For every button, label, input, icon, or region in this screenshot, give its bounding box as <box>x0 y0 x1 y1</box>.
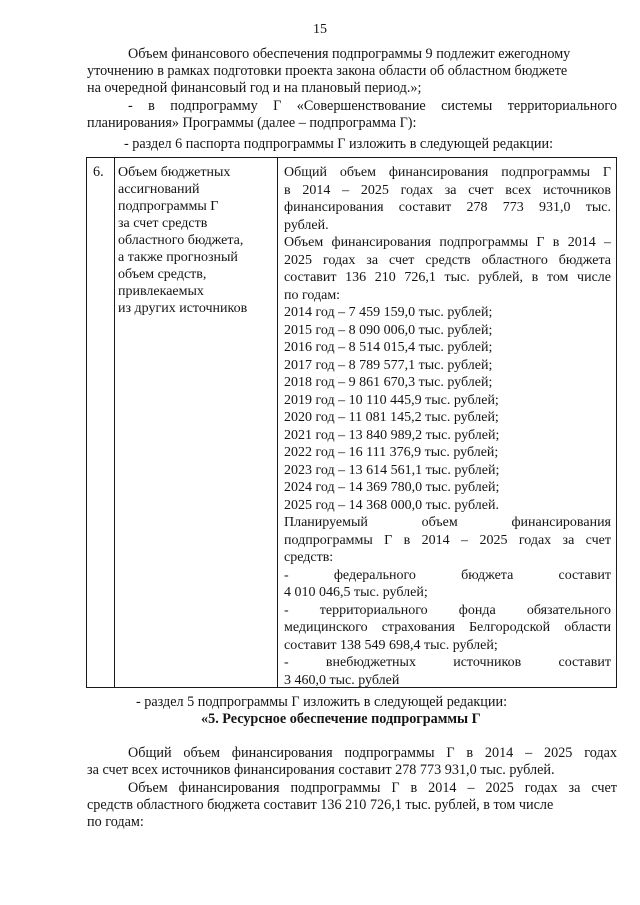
label-line: из других источников <box>118 301 248 316</box>
year-line: 2019 год – 10 110 445,9 тыс. рублей; <box>284 392 499 408</box>
label-line: привлекаемых <box>118 284 204 299</box>
fund-line: медицинского страхования Белгородской области <box>284 620 611 635</box>
intro-line-3: на очередной финансовый год и на плановый период.»; <box>87 80 422 96</box>
year-line: 2024 год – 14 369 780,0 тыс. рублей; <box>284 480 500 495</box>
label-line: областного бюджета, <box>118 233 244 248</box>
fund-amount: составит 138 549 698,4 тыс. рублей; <box>284 637 498 653</box>
total-line: в 2014 – 2025 годах за счет всех источников <box>284 182 611 198</box>
year-line: 2017 год – 8 789 577,1 тыс. рублей; <box>284 357 493 373</box>
regional-line: 2025 годах за счет средств областного бюджета <box>284 252 611 268</box>
label-line: а также прогнозный <box>118 250 238 265</box>
total-line: Общий объем финансирования подпрограммы Г <box>284 165 611 180</box>
year-line: 2021 год – 13 840 989,2 тыс. рублей; <box>284 427 500 443</box>
year-line: 2015 год – 8 090 006,0 тыс. рублей; <box>284 322 493 338</box>
regional-line: Объем финансирования подпрограммы Г в 2014 – <box>284 235 611 250</box>
passport-table <box>86 157 617 688</box>
label-line: за счет средств <box>118 216 208 231</box>
row-number: 6. <box>93 164 104 180</box>
table-divider <box>277 158 278 687</box>
planned-line: Планируемый объем финансирования <box>284 515 611 530</box>
paragraph-2-line-2: средств областного бюджета составит 136 210 726,1 тыс. рублей, в том числе <box>87 797 554 813</box>
total-line: финансирования составит 278 773 931,0 тыс. <box>284 200 611 215</box>
paragraph-1-line-2: за счет всех источников финансирования составит 278 773 931,0 тыс. рублей. <box>87 762 555 778</box>
planned-line: подпрограммы Г в 2014 – 2025 годах за счет <box>284 532 611 548</box>
year-line: 2014 год – 7 459 159,0 тыс. рублей; <box>284 305 493 320</box>
label-line: объем средств, <box>118 267 207 282</box>
year-line: 2016 год – 8 514 015,4 тыс. рублей; <box>284 340 493 355</box>
regional-line: по годам: <box>284 287 341 303</box>
paragraph-2-line-3: по годам: <box>87 814 144 830</box>
paragraph-1-line-1: Общий объем финансирования подпрограммы Г в 2014 – 2025 годах <box>128 745 617 761</box>
page-number: 15 <box>313 22 327 37</box>
intro-line-1: Объем финансового обеспечения подпрограммы 9 подлежит ежегодному <box>128 46 571 62</box>
year-line: 2022 год – 16 111 376,9 тыс. рублей; <box>284 445 499 460</box>
federal-amount: 4 010 046,5 тыс. рублей; <box>284 585 428 600</box>
regional-line: составит 136 210 726,1 тыс. рублей, в том числе <box>284 270 611 285</box>
paragraph-2-line-1: Объем финансирования подпрограммы Г в 2014 – 2025 годах за счет <box>128 780 617 796</box>
row-content <box>284 164 611 689</box>
label-line: Объем бюджетных <box>118 165 231 180</box>
section-5-line: - раздел 5 подпрограммы Г изложить в следующей редакции: <box>136 694 508 710</box>
row-label <box>118 164 247 317</box>
federal-line: - федерального бюджета составит <box>284 567 611 583</box>
label-line: ассигнований <box>118 182 200 197</box>
planned-line: средств: <box>284 550 334 565</box>
table-divider <box>114 158 115 687</box>
year-line: 2020 год – 11 081 145,2 тыс. рублей; <box>284 410 499 425</box>
fund-line: - территориального фонда обязательного <box>284 602 611 618</box>
year-line: 2023 год – 13 614 561,1 тыс. рублей; <box>284 462 500 478</box>
intro-line-2: уточнению в рамках подготовки проекта закона области об областном бюджете <box>87 63 568 79</box>
extra-amount: 3 460,0 тыс. рублей <box>284 672 400 688</box>
intro-line-4: - в подпрограмму Г «Совершенствование системы территориального <box>128 98 617 114</box>
section-5-heading: «5. Ресурсное обеспечение подпрограммы Г <box>201 711 481 727</box>
label-line: подпрограммы Г <box>118 199 219 214</box>
intro-line-6: - раздел 6 паспорта подпрограммы Г изложить в следующей редакции: <box>124 136 554 152</box>
intro-line-5: планирования» Программы (далее – подпрограмма Г): <box>87 115 417 131</box>
year-line: 2025 год – 14 368 000,0 тыс. рублей. <box>284 497 499 513</box>
year-line: 2018 год – 9 861 670,3 тыс. рублей; <box>284 375 493 390</box>
total-line: рублей. <box>284 217 329 233</box>
extra-line: - внебюджетных источников составит <box>284 655 611 670</box>
